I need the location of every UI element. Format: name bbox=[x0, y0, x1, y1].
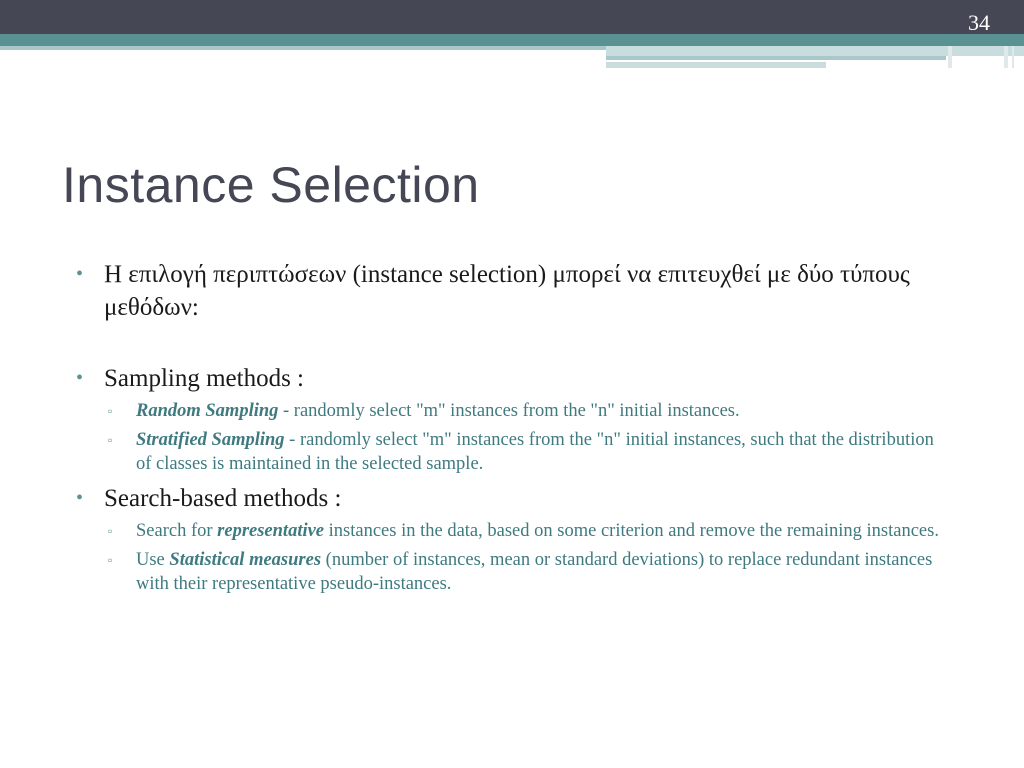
header-light-band bbox=[606, 56, 946, 60]
sub-bullet-text: - randomly select "m" instances from the "n" initial instances. bbox=[278, 401, 740, 421]
bullet-dot-icon: • bbox=[76, 487, 84, 509]
sub-bullet-prefix: Use bbox=[136, 550, 170, 570]
sub-bullet-square-icon: ▫ bbox=[108, 404, 113, 418]
bullet-item bbox=[72, 482, 952, 515]
bullet-text: Sampling methods : bbox=[104, 365, 304, 392]
header-teal-band bbox=[0, 34, 1024, 46]
slide-title: Instance Selection bbox=[62, 157, 480, 213]
sub-bullet-prefix: Search for bbox=[136, 521, 218, 541]
header-divider-line bbox=[1004, 46, 1008, 68]
header-light-band bbox=[606, 46, 1024, 56]
bullet-item bbox=[72, 362, 952, 395]
header-light-band bbox=[606, 62, 826, 68]
sub-bullet-item bbox=[72, 399, 952, 423]
header-divider-line bbox=[1012, 46, 1014, 68]
sub-bullet-text: instances in the data, based on some criterion and remove the remaining instances. bbox=[324, 521, 939, 541]
slide-content bbox=[72, 258, 952, 596]
bullet-text: Η επιλογή περιπτώσεων (instance selection) μπορεί να επιτευχθεί με δύο τύπους μεθόδων: bbox=[104, 261, 910, 321]
sub-bullet-item bbox=[72, 428, 952, 476]
sub-bullet-emphasis: Random Sampling bbox=[136, 401, 279, 421]
bullet-item bbox=[72, 258, 952, 324]
header-dark-band bbox=[0, 0, 1024, 34]
header-light-band bbox=[0, 46, 606, 50]
sub-bullet-emphasis: Stratified Sampling bbox=[136, 430, 285, 450]
bullet-text: Search-based methods : bbox=[104, 485, 342, 512]
bullet-dot-icon: • bbox=[76, 263, 84, 285]
sub-bullet-emphasis: representative bbox=[217, 521, 325, 541]
sub-bullet-text: (number of instances, mean or standard deviations) to replace redundant instances with their representative pseudo-instances. bbox=[136, 550, 933, 594]
sub-bullet-item bbox=[72, 548, 952, 596]
header-divider-line bbox=[948, 46, 952, 68]
sub-bullet-item bbox=[72, 519, 952, 543]
sub-bullet-square-icon: ▫ bbox=[108, 524, 113, 538]
sub-bullet-square-icon: ▫ bbox=[108, 553, 113, 567]
sub-bullet-text: - randomly select "m" instances from the "n" initial instances, such that the distribution of classes is maintained in the selected sample. bbox=[136, 430, 934, 474]
bullet-dot-icon: • bbox=[76, 367, 84, 389]
sub-bullet-emphasis: Statistical measures bbox=[169, 550, 322, 570]
sub-bullet-square-icon: ▫ bbox=[108, 433, 113, 447]
slide-number: 34 bbox=[968, 10, 990, 35]
